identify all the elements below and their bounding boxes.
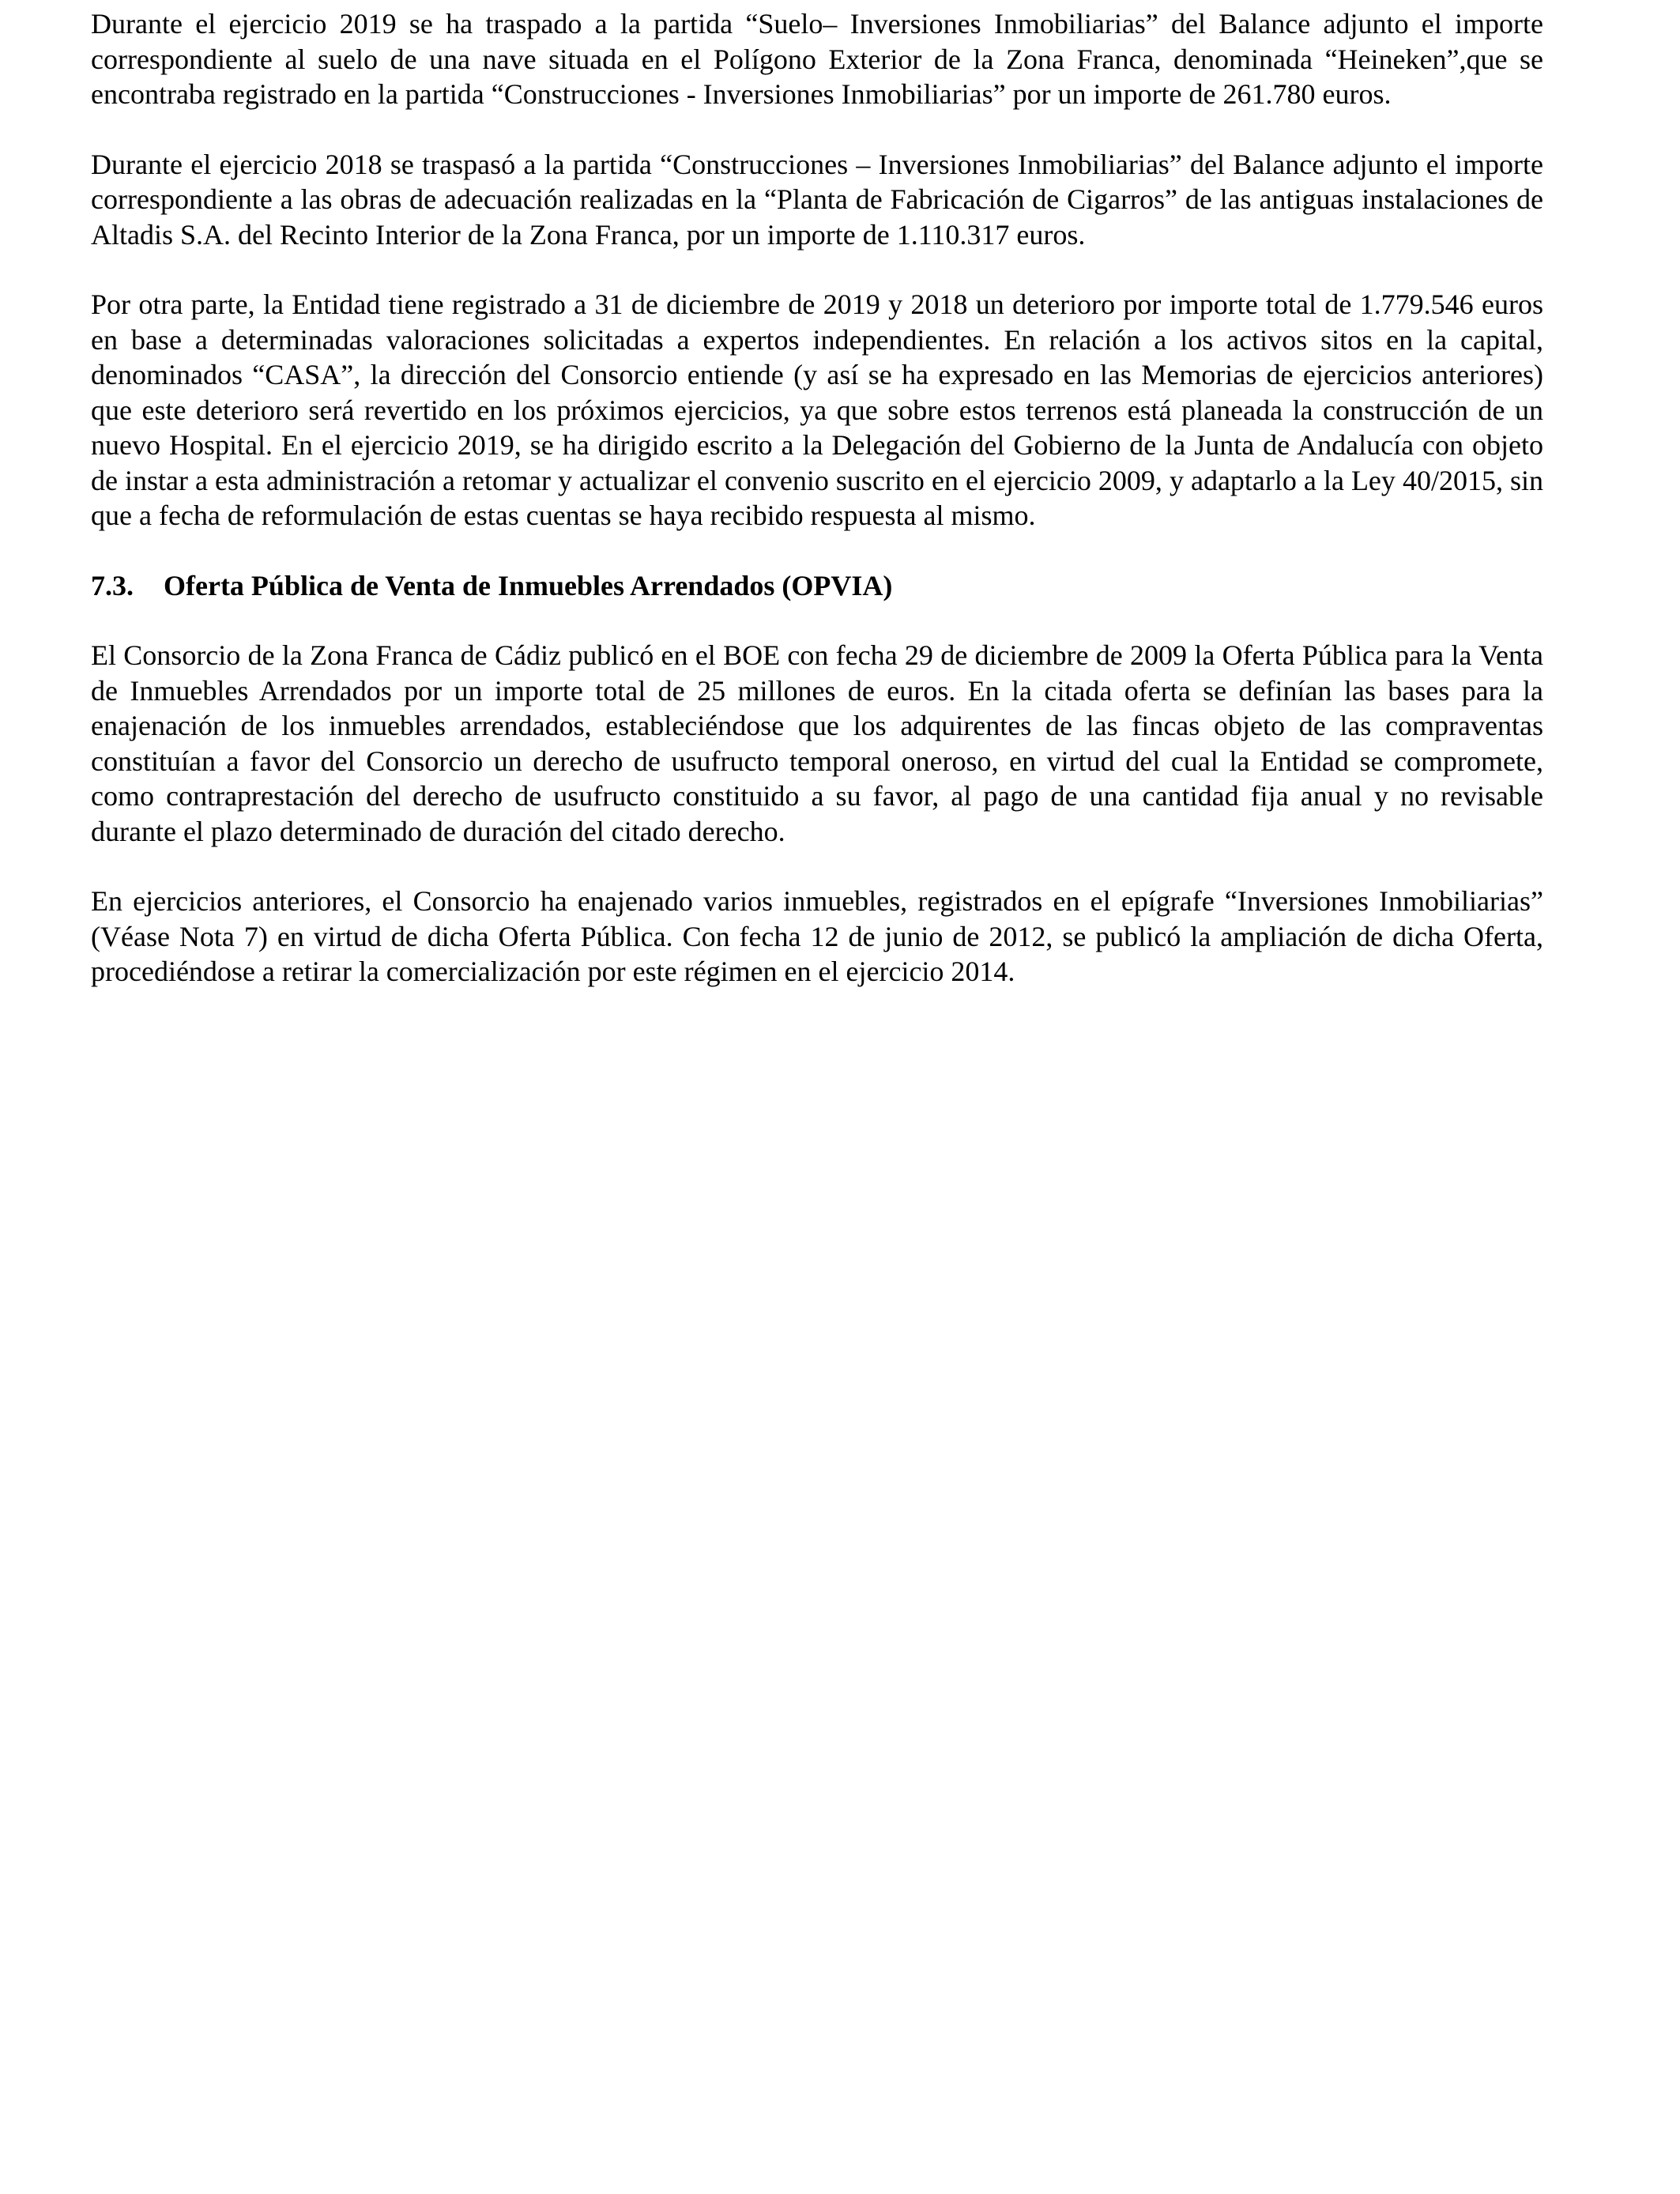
section-title: Oferta Pública de Venta de Inmuebles Arrendados (OPVIA)	[164, 569, 893, 601]
paragraph-transfer-2018: Durante el ejercicio 2018 se traspasó a la partida “Construcciones – Inversiones Inmobiliarias” del Balance adjunto el importe correspondiente a las obras de adecuación realizadas en la “Planta de Fabricación de Cigarros” de las antiguas instalaciones de Altadis S.A. del Recinto Interior de la Zona Franca, por un importe de 1.110.317 euros.	[91, 148, 1543, 251]
paragraph-impairment: Por otra parte, la Entidad tiene registrado a 31 de diciembre de 2019 y 2018 un deterioro por importe total de 1.779.546 euros en base a determinadas valoraciones solicitadas a expertos independientes. En relación a los activos sitos en la capital, denominados “CASA”, la dirección del Consorcio entiende (y así se ha expresado en las Memorias de ejercicios anteriores) que este deterioro será revertido en los próximos ejercicios, ya que sobre estos terrenos está planeada la construcción de un nuevo Hospital. En el ejercicio 2019, se ha dirigido escrito a la Delegación del Gobierno de la Junta de Andalucía con objeto de instar a esta administración a retomar y actualizar el convenio suscrito en el ejercicio 2009, y adaptarlo a la Ley 40/2015, sin que a fecha de reformulación de estas cuentas se haya recibido respuesta al mismo.	[91, 288, 1543, 531]
document-page	[91, 6, 1543, 1024]
paragraph-transfer-2019: Durante el ejercicio 2019 se ha traspado a la partida “Suelo– Inversiones Inmobiliarias” del Balance adjunto el importe correspondiente al suelo de una nave situada en el Polígono Exterior de la Zona Franca, denominada “Heineken”,que se encontraba registrado en la partida “Construcciones - Inversiones Inmobiliarias” por un importe de 261.780 euros.	[91, 8, 1543, 110]
paragraph-opvia-sales: En ejercicios anteriores, el Consorcio ha enajenado varios inmuebles, registrados en el epígrafe “Inversiones Inmobiliarias” (Véase Nota 7) en virtud de dicha Oferta Pública. Con fecha 12 de junio de 2012, se publicó la ampliación de dicha Oferta, procediéndose a retirar la comercialización por este régimen en el ejercicio 2014.	[91, 885, 1543, 987]
section-number: 7.3.	[91, 569, 134, 601]
section-heading	[91, 568, 1543, 604]
paragraph-opvia-publication: El Consorcio de la Zona Franca de Cádiz publicó en el BOE con fecha 29 de diciembre de 2009 la Oferta Pública para la Venta de Inmuebles Arrendados por un importe total de 25 millones de euros. En la citada oferta se definían las bases para la enajenación de los inmuebles arrendados, estableciéndose que los adquirentes de las fincas objeto de las compraventas constituían a favor del Consorcio un derecho de usufructo temporal oneroso, en virtud del cual la Entidad se compromete, como contraprestación del derecho de usufructo constituido a su favor, al pago de una cantidad fija anual y no revisable durante el plazo determinado de duración del citado derecho.	[91, 639, 1543, 847]
